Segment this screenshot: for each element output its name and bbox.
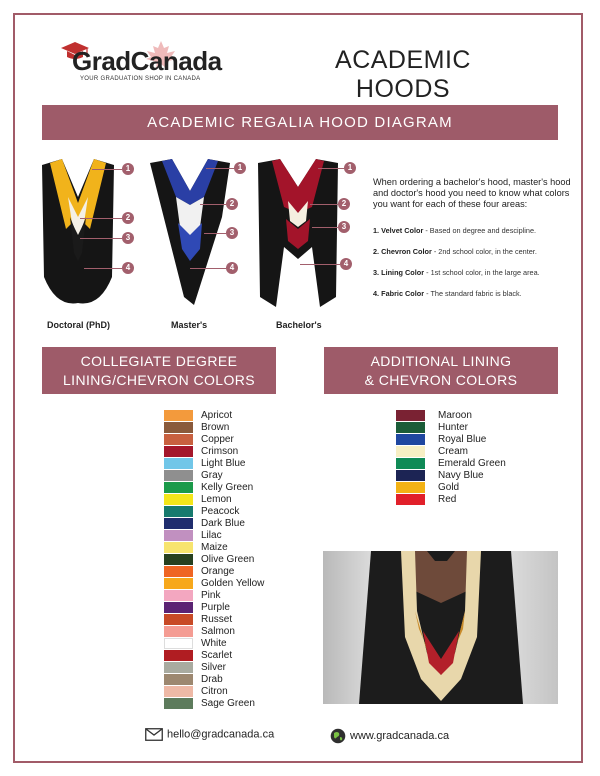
marker-3: 3 [226, 227, 238, 239]
footer-website[interactable] [330, 728, 449, 744]
banner-line: & CHEVRON COLORS [364, 372, 518, 388]
color-swatch [164, 650, 193, 661]
leader-line [92, 169, 122, 170]
color-swatch [164, 554, 193, 565]
email-text[interactable]: hello@gradcanada.ca [167, 728, 275, 741]
definition-desc: - 1st school color, in the large area. [424, 268, 540, 277]
color-swatch [164, 566, 193, 577]
collegiate-colors-banner [42, 347, 276, 394]
color-name: Kelly Green [201, 482, 254, 493]
color-name: Pink [201, 590, 221, 601]
color-swatch [396, 422, 425, 433]
color-swatch [164, 686, 193, 697]
color-swatch [396, 458, 425, 469]
color-name: Olive Green [201, 554, 255, 565]
color-name: Red [438, 494, 457, 505]
leader-line [206, 168, 234, 169]
marker-2: 2 [122, 212, 134, 224]
color-swatch [164, 638, 193, 649]
additional-colors-banner [324, 347, 558, 394]
color-swatch [396, 410, 425, 421]
color-name: Maroon [438, 410, 472, 421]
color-name: Dark Blue [201, 518, 245, 529]
color-swatch [164, 530, 193, 541]
definition-term: 2. Chevron Color [373, 247, 432, 256]
color-name: Hunter [438, 422, 469, 433]
color-swatch [164, 410, 193, 421]
definition-term: 1. Velvet Color [373, 226, 424, 235]
definition-term: 3. Lining Color [373, 268, 425, 277]
color-swatch [164, 458, 193, 469]
marker-1: 1 [344, 162, 356, 174]
color-name: Drab [201, 674, 223, 685]
color-name: Apricot [201, 410, 233, 421]
color-name: Russet [201, 614, 233, 625]
definition-desc: - Based on degree and descipline. [423, 226, 537, 235]
marker-1: 1 [234, 162, 246, 174]
color-swatch [164, 626, 193, 637]
logo [60, 40, 250, 90]
color-name: Gold [438, 482, 460, 493]
banner-line: LINING/CHEVRON COLORS [63, 372, 255, 388]
definition-term: 4. Fabric Color [373, 289, 425, 298]
bachelors-hood-image [256, 157, 340, 307]
color-swatch [164, 482, 193, 493]
marker-4: 4 [122, 262, 134, 274]
color-name: Gray [201, 470, 223, 481]
color-swatch [164, 470, 193, 481]
leader-line [300, 264, 340, 265]
banner-line: COLLEGIATE DEGREE [80, 353, 238, 369]
color-swatch [164, 542, 193, 553]
doctoral-label: Doctoral (PhD) [47, 320, 110, 330]
color-swatch [164, 698, 193, 709]
definition-desc: - The standard fabric is black. [424, 289, 522, 298]
color-name: Peacock [201, 506, 240, 517]
diagram-banner: ACADEMIC REGALIA HOOD DIAGRAM [42, 105, 558, 140]
color-swatch [164, 506, 193, 517]
color-swatch [164, 422, 193, 433]
color-name: Silver [201, 662, 227, 673]
leader-line [80, 218, 122, 219]
color-name: Emerald Green [438, 458, 506, 469]
color-swatch [164, 590, 193, 601]
marker-2: 2 [338, 198, 350, 210]
marker-4: 4 [226, 262, 238, 274]
color-name: Lilac [201, 530, 222, 541]
definition-chevron [373, 247, 573, 256]
color-name: Scarlet [201, 650, 233, 661]
color-swatch [164, 662, 193, 673]
leader-line [204, 233, 226, 234]
color-swatch [396, 482, 425, 493]
color-swatch [164, 434, 193, 445]
color-swatch [164, 494, 193, 505]
logo-wordmark: GradCanada [72, 46, 222, 76]
marker-3: 3 [338, 221, 350, 233]
envelope-icon [145, 728, 163, 741]
leader-line [84, 268, 122, 269]
page-title: ACADEMIC HOODS [335, 46, 471, 103]
color-name: Purple [201, 602, 230, 613]
definition-desc: - 2nd school color, in the center. [431, 247, 537, 256]
website-text[interactable]: www.gradcanada.ca [350, 730, 450, 742]
marker-2: 2 [226, 198, 238, 210]
leader-line [200, 204, 226, 205]
color-swatch [396, 446, 425, 457]
logo-tagline: YOUR GRADUATION SHOP IN CANADA [80, 76, 201, 82]
marker-3: 3 [122, 232, 134, 244]
definition-lining [373, 268, 573, 277]
color-name: Orange [201, 566, 235, 577]
color-swatch [164, 614, 193, 625]
leader-line [312, 227, 338, 228]
hood-photo [323, 551, 558, 704]
color-name: Crimson [201, 446, 239, 457]
color-swatch [164, 674, 193, 685]
color-area-definitions [373, 226, 573, 310]
definition-fabric [373, 289, 573, 298]
color-name: Brown [201, 422, 230, 433]
color-name: Sage Green [201, 698, 255, 709]
color-swatch [164, 578, 193, 589]
color-name: Salmon [201, 626, 235, 637]
color-swatch [164, 446, 193, 457]
color-name: Royal Blue [438, 434, 487, 445]
intro-text: When ordering a bachelor's hood, master's hood and doctor's hood you need to know what colors you want for each of these four areas: [373, 177, 571, 209]
color-name: Light Blue [201, 458, 246, 469]
color-name: White [201, 638, 227, 649]
leader-line [190, 268, 226, 269]
color-name: Copper [201, 434, 234, 445]
leader-line [80, 238, 122, 239]
banner-line: ADDITIONAL LINING [370, 353, 512, 369]
leader-line [310, 204, 338, 205]
color-name: Maize [201, 542, 228, 553]
page-header [290, 46, 516, 113]
color-name: Cream [438, 446, 469, 457]
color-name: Citron [201, 686, 228, 697]
hood-photo-graphic [323, 551, 558, 704]
color-swatch [164, 518, 193, 529]
masters-hood-image [148, 157, 232, 307]
color-name: Navy Blue [438, 470, 484, 481]
marker-1: 1 [122, 163, 134, 175]
color-swatch [396, 494, 425, 505]
leader-line [318, 168, 344, 169]
masters-label: Master's [171, 320, 208, 330]
footer-email[interactable] [145, 728, 274, 741]
color-name: Golden Yellow [201, 578, 265, 589]
marker-4: 4 [340, 258, 352, 270]
color-name: Lemon [201, 494, 232, 505]
definition-velvet [373, 226, 573, 235]
doctoral-hood-image [40, 157, 116, 307]
bachelors-label: Bachelor's [276, 320, 322, 330]
color-swatch [396, 434, 425, 445]
globe-icon [330, 728, 346, 744]
color-swatch [396, 470, 425, 481]
color-swatch [164, 602, 193, 613]
